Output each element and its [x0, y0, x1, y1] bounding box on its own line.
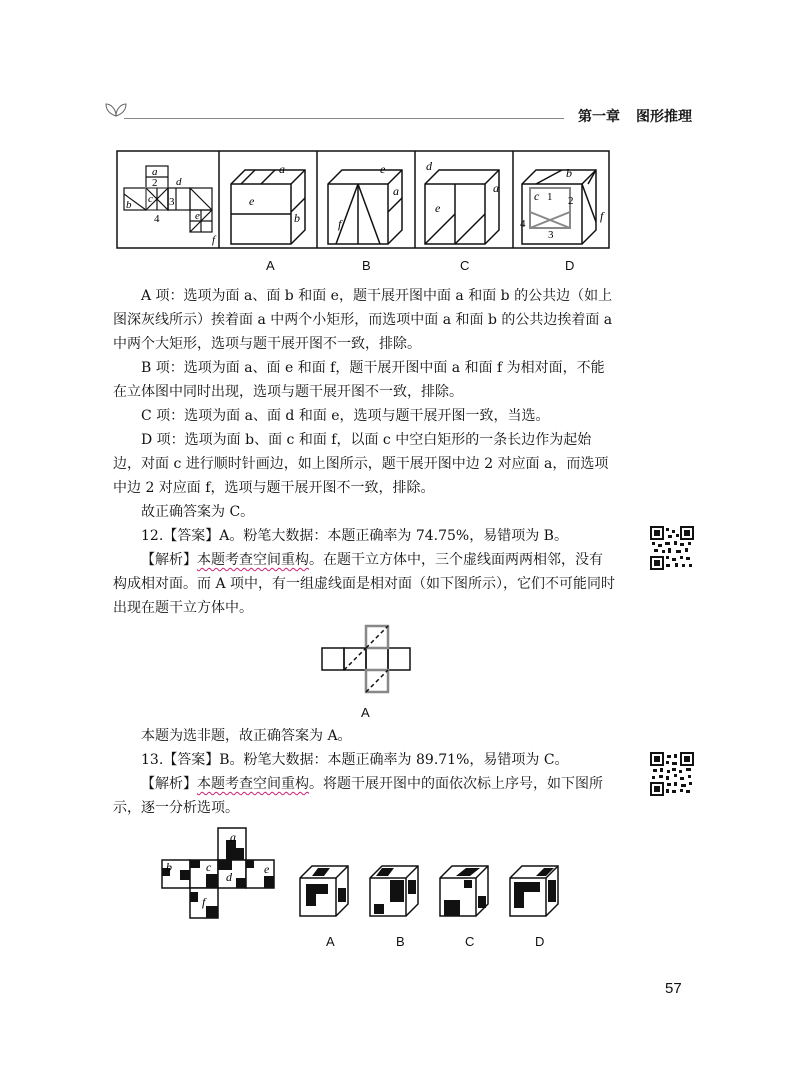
- cubeB-label-f: f: [338, 217, 342, 231]
- q12-figure-label: A: [361, 705, 370, 720]
- q13-option-d-label: D: [535, 934, 545, 949]
- net-label-d: d: [176, 176, 182, 188]
- q13-analysis-prefix: 【解析】: [141, 776, 197, 792]
- cubeD-label-f: f: [600, 209, 604, 223]
- q11-conclusion: 故正确答案为 C。: [141, 504, 255, 520]
- q12-qr-code: [650, 526, 694, 570]
- cubeC-label-d: d: [426, 159, 432, 173]
- cubeA-label-e: e: [249, 194, 255, 208]
- q12-analysis-text: 。在题干立方体中，三个虚线面两两相邻，没有构成相对面。而 A 项中，有一组虚线面是相对面（如下图所示），它们不可能同时出现在题干立方体中。: [113, 552, 616, 616]
- q13-answer-text: B。粉笔大数据：本题正确率为 89.71%，易错项为 C。: [219, 752, 569, 768]
- q12-net-figure: [320, 624, 412, 694]
- q13-net-label-a: a: [230, 830, 236, 844]
- q12-answer: [113, 524, 615, 548]
- q11-figure: [116, 150, 610, 250]
- q11-analysis-d: D 项：选项为面 b、面 c 和面 f，以面 c 中空白矩形的一条长边作为起始边，对面 c 进行顺时针画边，如上图所示，题干展开图中边 2 对应面 a，而选项中边 2 对应面 f，选项与题干展开图不一致，排除。: [113, 432, 609, 496]
- q13-cube-d: [510, 866, 558, 916]
- q11-option-b-label: B: [362, 258, 371, 273]
- q13-option-a-label: A: [326, 934, 335, 949]
- net-label-f: f: [212, 234, 216, 246]
- q13-cube-c: [440, 866, 488, 916]
- net-label-4: 4: [154, 213, 160, 225]
- net-label-3: 3: [169, 196, 175, 208]
- q13-cube-b: [370, 866, 418, 916]
- cubeA-label-a: a: [279, 162, 285, 176]
- q11-cube-b: [328, 170, 402, 244]
- q13-net-label-f: f: [202, 895, 206, 909]
- net-label-2: 2: [152, 177, 158, 189]
- q13-qr-code: [650, 752, 694, 796]
- cubeD-label-c: c: [534, 189, 540, 203]
- q13-net-label-e: e: [264, 862, 270, 876]
- q13-option-b-label: B: [396, 934, 405, 949]
- net-label-c: c: [148, 193, 153, 205]
- q13-net-label-c: c: [206, 860, 212, 874]
- q11-option-c-label: C: [460, 258, 470, 273]
- header-rule: [124, 118, 564, 119]
- net-label-b: b: [126, 199, 132, 211]
- q11-analysis-c: C 项：选项为面 a、面 d 和面 e，选项与题干展开图一致，当选。: [141, 408, 550, 424]
- q13-analysis-underlined: 本题考查空间重构: [197, 776, 309, 792]
- q13-option-c-label: C: [465, 934, 475, 949]
- q11-option-a-label: A: [266, 258, 275, 273]
- cubeB-label-a: a: [393, 184, 399, 198]
- q12-analysis: [113, 548, 615, 620]
- cubeD-label-3: 3: [548, 229, 554, 241]
- cubeA-label-b: b: [294, 211, 300, 225]
- q13-figure: [160, 826, 560, 922]
- net-label-a: a: [152, 166, 158, 178]
- q11-cube-a: [231, 170, 305, 244]
- q12-answer-prefix: 12.【答案】: [141, 528, 220, 544]
- q11-analysis-b: B 项：选项为面 a、面 e 和面 f，题干展开图中面 a 和面 f 为相对面，不能在立体图中同时出现，选项与题干展开图不一致，排除。: [113, 360, 605, 400]
- q12-answer-text: A。粉笔大数据：本题正确率为 74.75%，易错项为 B。: [219, 528, 568, 544]
- cubeD-label-4: 4: [520, 218, 526, 230]
- q11-cube-d: [522, 170, 596, 244]
- q13-answer: [113, 748, 615, 772]
- q12-analysis-prefix: 【解析】: [141, 552, 197, 568]
- q13-net-label-d: d: [226, 870, 232, 884]
- cubeC-label-e: e: [435, 201, 441, 215]
- chapter-title: 第一章: [578, 109, 620, 125]
- q13-net-label-b: b: [166, 860, 172, 874]
- q11-net: [124, 166, 212, 232]
- cubeB-label-e: e: [380, 162, 386, 176]
- topic-title: 图形推理: [636, 109, 692, 125]
- cubeD-label-1: 1: [547, 191, 553, 203]
- q13-analysis: [113, 772, 615, 820]
- q13-analysis-text: 。将题干展开图中的面依次标上序号，如下图所示，逐一分析选项。: [113, 776, 603, 816]
- net-label-e: e: [195, 210, 200, 222]
- q13-answer-prefix: 13.【答案】: [141, 752, 220, 768]
- q11-option-d-label: D: [565, 258, 575, 273]
- q11-analysis-a: A 项：选项为面 a、面 b 和面 e，题干展开图中面 a 和面 b 的公共边（如上图深灰线所示）挨着面 a 中两个小矩形，而选项中面 a 和面 b 的公共边挨着面 a 中两个大矩形，选项与题干展开图不一致，排除。: [113, 288, 613, 352]
- page-number: 57: [665, 980, 682, 997]
- q13-net: [162, 828, 274, 918]
- cubeD-label-2: 2: [568, 195, 574, 207]
- q12-analysis-underlined: 本题考查空间重构: [197, 552, 309, 568]
- q12-conclusion: 本题为选非题，故正确答案为 A。: [141, 728, 352, 744]
- leaf-ornament-icon: [104, 96, 128, 120]
- cubeC-label-a: a: [493, 181, 499, 195]
- q13-cube-a: [300, 866, 348, 916]
- cubeD-label-b: b: [566, 166, 572, 180]
